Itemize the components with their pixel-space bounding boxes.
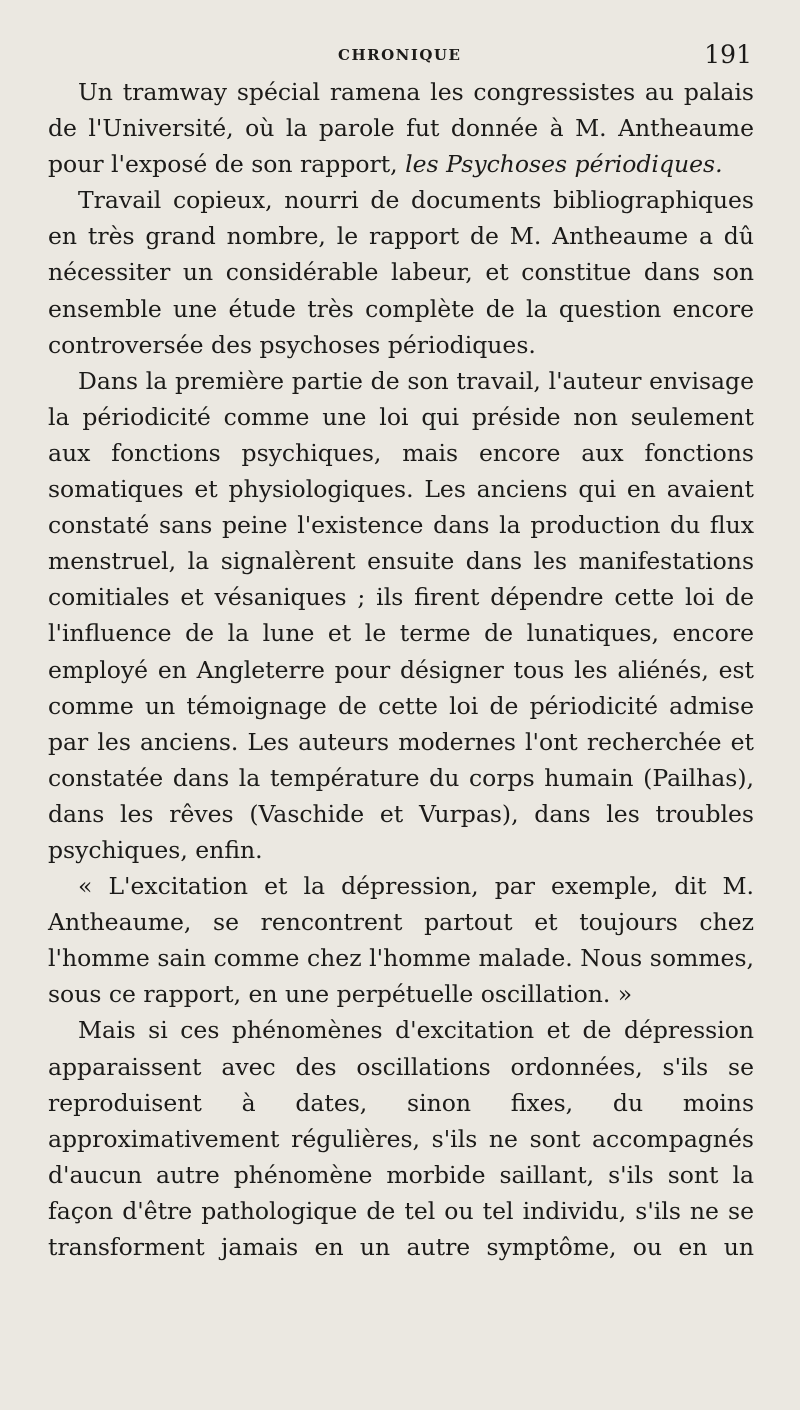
paragraph-quotation: [48, 868, 754, 1012]
paragraph-tramway: [48, 74, 754, 182]
paragraph-periodicite: [48, 363, 754, 868]
page-header: [0, 38, 800, 78]
report-title: les Psychoses périodiques.: [405, 150, 723, 179]
paragraph-text: Mais si ces phénomènes d'excitation et de dépression apparaissent avec des oscillations ordonnées, s'ils se reproduisent à dates, sinon fixes, du moins approximativement régulières, s'ils ne sont accompagnés d'aucun autre phénomène morbide saillant, s'ils sont la façon d'être pathologique de tel ou tel individu, s'ils ne se transforment jamais en un autre symptôme, ou en un: [48, 1016, 754, 1261]
paragraph-text: « L'excitation et la dépression, par exemple, dit M. Antheaume, se rencontrent partout et toujours chez l'homme sain comme chez l'homme malade. Nous sommes, sous ce rapport, en une perpétuelle oscillation. »: [48, 872, 754, 1009]
paragraph-oscillations: [48, 1012, 754, 1265]
paragraph-text: Un tramway spécial ramena les congressistes au palais de l'Université, où la parole fut donnée à M. Antheaume pour l'exposé de son rapport,: [48, 78, 754, 179]
running-title: CHRONIQUE: [338, 46, 462, 64]
body-text: [48, 74, 754, 1265]
paragraph-travail: [48, 182, 754, 362]
paragraph-text: Dans la première partie de son travail, l'auteur envisage la périodicité comme une loi qui préside non seulement aux fonctions psychiques, mais encore aux fonctions somatiques et physiologiques. Les anciens qui en avaient constaté sans peine l'existence dans la production du flux menstruel, la signalèrent ensuite dans les manifestations comitiales et vésaniques ; ils firent dépendre cette loi de l'influence de la lune et le terme de lunatiques, encore employé en Angleterre pour désigner tous les aliénés, est comme un témoignage de cette loi de périodicité admise par les anciens. Les auteurs modernes l'ont recherchée et constatée dans la température du corps humain (Pailhas), dans les rêves (Vaschide et Vurpas), dans les troubles psychiques, enfin.: [48, 366, 754, 864]
paragraph-text: Travail copieux, nourri de documents bibliographiques en très grand nombre, le rapport de M. Antheaume a dû nécessiter un considérable labeur, et constitue dans son ensemble une étude très complète de la question encore controversée des psychoses périodiques.: [48, 186, 754, 359]
page-number: 191: [704, 40, 752, 69]
